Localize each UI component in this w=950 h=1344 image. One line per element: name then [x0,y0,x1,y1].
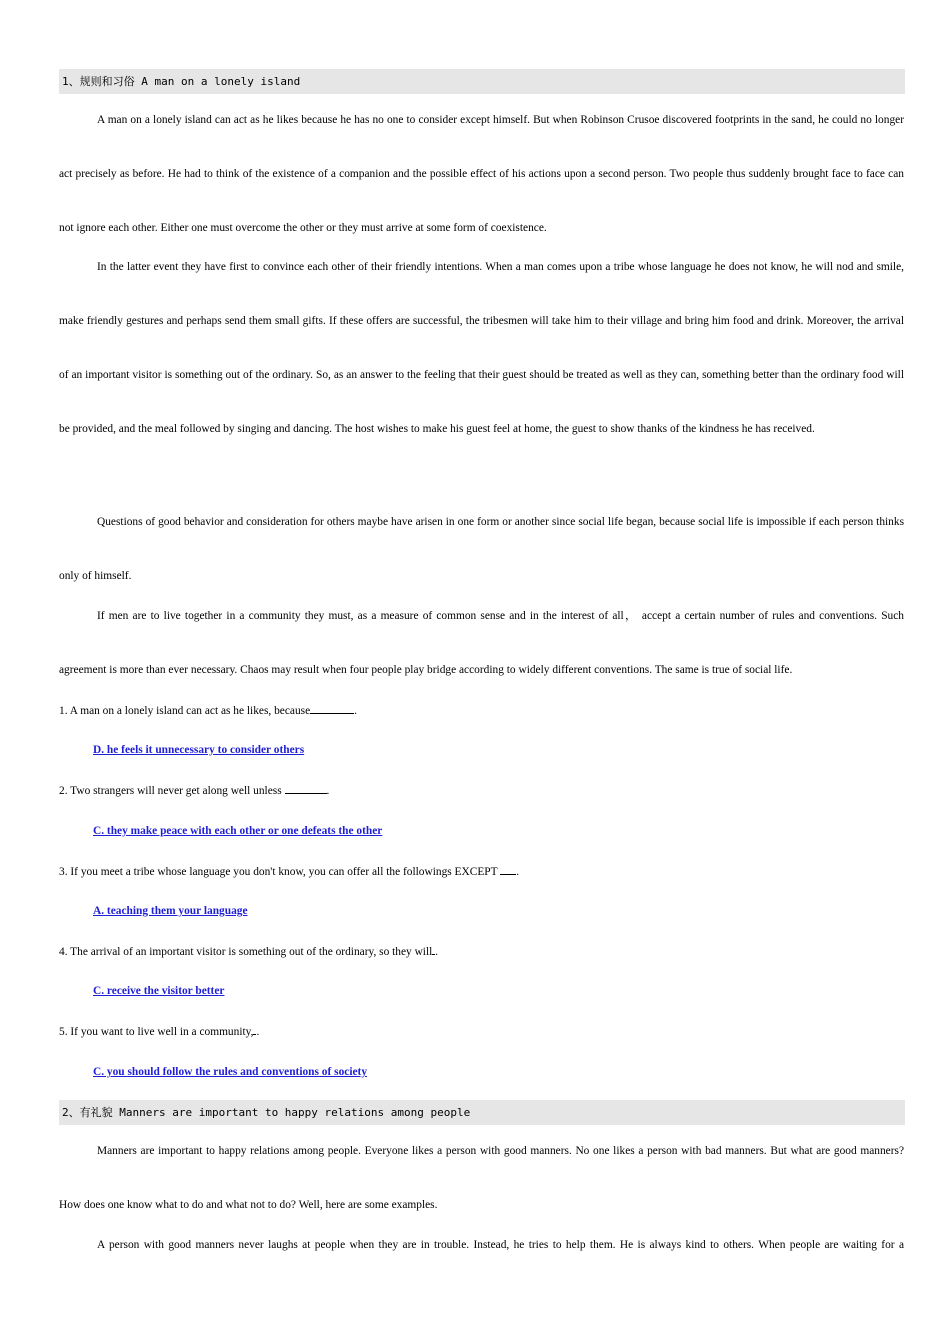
answer-5-link[interactable]: C. you should follow the rules and conventions of society [93,1066,368,1078]
answer-3-link[interactable]: A. teaching them your language [93,905,248,917]
question-2-text: 2. Two strangers will never get along well unless [59,785,285,797]
question-2 [59,782,904,799]
section-1-paragraph-2: In the latter event they have first to convince each other of their friendly intentions. When a man comes upon a tribe whose language he does not know, he will nod and smile, make friendly gestures and perhaps send them small gifts. If these offers are successful, the tribesmen will take him to their village and bring him food and drink. Moreover, the arrival of an important visitor is something out of the ordinary. So, as an answer to the feeling that their guest should be treated as well as they can, something better than the ordinary food will be provided, and the meal followed by singing and dancing. The host wishes to make his guest feel at home, the guest to show thanks of the kindness he has received. [59,261,904,435]
section-1-paragraph-3: Questions of good behavior and consideration for others maybe have arisen in one form or another since social life began, because social life is impossible if each person thinks only of himself. [59,516,904,582]
question-2-suffix: . [326,785,330,797]
question-4-text: 4. The arrival of an important visitor is something out of the ordinary, so they will [59,946,433,958]
answer-blank [500,863,516,875]
question-4-suffix: . [435,946,439,958]
answer-2-link[interactable]: C. they make peace with each other or one defeats the other [93,825,383,837]
section-2-paragraph-1: Manners are important to happy relations among people. Everyone likes a person with good manners. No one likes a person with bad manners. But what are good manners? How does one know what to do and what not to do? Well, here are some examples. [59,1145,904,1211]
section-1-heading: 1、规则和习俗 A man on a lonely island [59,69,905,94]
question-1-text: 1. A man on a lonely island can act as he likes, because [59,705,311,717]
question-3-text: 3. If you meet a tribe whose language you don't know, you can offer all the followings EXCEPT [59,866,501,878]
section-2-heading: 2、有礼貌 Manners are important to happy relations among people [59,1100,905,1125]
question-1 [59,702,904,719]
answer-blank [285,782,327,794]
answer-blank [310,702,354,714]
question-3 [59,863,904,880]
answer-1-link[interactable]: D. he feels it unnecessary to consider others [93,744,305,756]
question-5-text: 5. If you want to live well in a community, [59,1026,254,1038]
section-2-paragraph-2: A person with good manners never laughs at people when they are in trouble. Instead, he tries to help them. He is always kind to others. When people are waiting for a [97,1239,904,1251]
question-5-suffix: . [256,1026,260,1038]
question-4 [59,943,904,960]
answer-4-link[interactable]: C. receive the visitor better [93,985,225,997]
section-1-paragraph-1: A man on a lonely island can act as he likes because he has no one to consider except himself. But when Robinson Crusoe discovered footprints in the sand, he could no longer act precisely as before. He had to think of the existence of a companion and the possible effect of his actions upon a second person. Two people thus suddenly brought face to face can not ignore each other. Either one must overcome the other or they must arrive at some form of coexistence. [59,114,904,234]
question-3-suffix: . [516,866,520,878]
question-1-suffix: . [354,705,358,717]
question-5 [59,1023,904,1040]
section-1-paragraph-4: If men are to live together in a community they must, as a measure of common sense and in the interest of all， accept a certain number of rules and conventions. Such agreement is more than ever necessary. Chaos may result when four people play bridge according to widely different conventions. The same is true of social life. [59,610,904,676]
